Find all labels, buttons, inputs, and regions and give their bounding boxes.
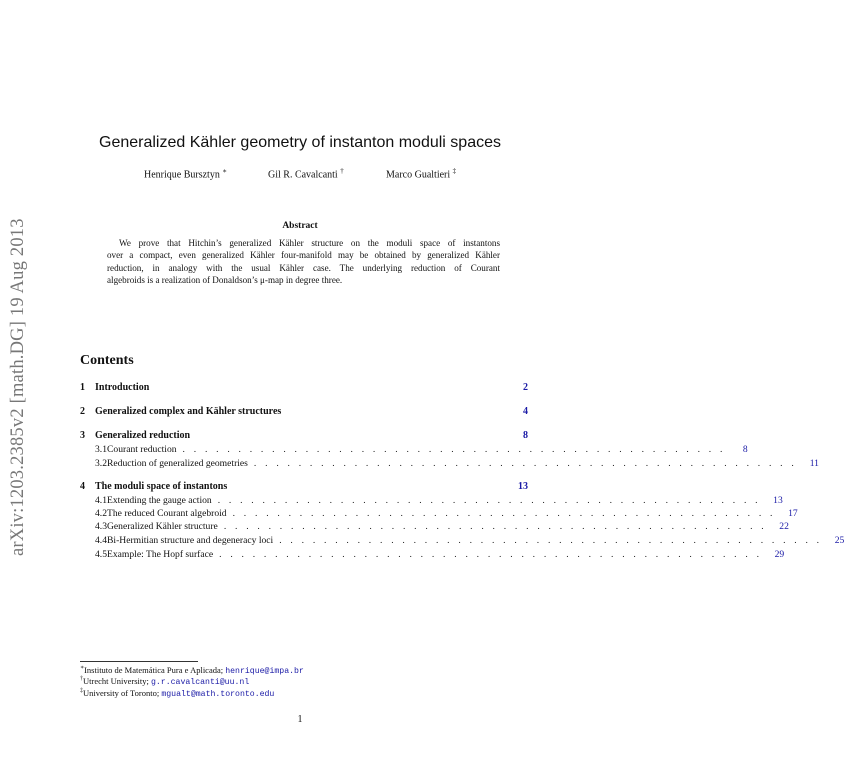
- toc-entry-4[interactable]: [80, 481, 528, 495]
- author-2: [268, 167, 344, 180]
- toc-number: 4: [80, 481, 85, 492]
- toc-number: 4.1: [95, 495, 107, 506]
- author-mark: ∗: [222, 167, 228, 175]
- toc-page-link[interactable]: 8: [523, 430, 528, 441]
- author-mark: ‡: [452, 167, 457, 175]
- footnote-mark: †: [80, 676, 83, 683]
- author-mark: †: [340, 167, 344, 175]
- author-name: Marco Gualtieri: [386, 169, 451, 181]
- author-1: [144, 167, 227, 180]
- toc-title: Bi-Hermitian structure and degeneracy loci: [107, 535, 274, 546]
- toc-entry-4-2[interactable]: [80, 508, 798, 522]
- toc-entry-4-4[interactable]: [80, 535, 844, 549]
- toc-dot-leader: . . . . . . . . . . . . . . . . . . . . . . . . . . . . . . . . . . . . . . . . . . . . . . . . .: [279, 535, 823, 546]
- toc-page-link[interactable]: 25: [834, 535, 844, 546]
- footnote-email-link[interactable]: mgualt@math.toronto.edu: [161, 690, 275, 699]
- toc-page-link[interactable]: 13: [773, 495, 783, 506]
- toc-dot-leader: . . . . . . . . . . . . . . . . . . . . . . . . . . . . . . . . . . . . . . . . . . . . . . . . .: [232, 508, 776, 519]
- toc-number: 3.1: [95, 444, 107, 455]
- author-name: Gil R. Cavalcanti: [268, 169, 338, 181]
- contents-heading: Contents: [80, 353, 134, 368]
- toc-page-link[interactable]: 2: [523, 382, 528, 393]
- toc-page-link[interactable]: 13: [518, 481, 528, 492]
- toc-entry-1[interactable]: [80, 382, 528, 396]
- toc-page-link[interactable]: 11: [809, 458, 819, 469]
- toc-entry-4-3[interactable]: [80, 521, 789, 535]
- footnote-text: Instituto de Matemática Pura e Aplicada;: [84, 664, 226, 675]
- toc-page-link[interactable]: 22: [779, 521, 789, 532]
- abstract-line: algebroids is a realization of Donaldson’s μ-map in degree three.: [107, 275, 343, 286]
- toc-number: 3.2: [95, 458, 107, 469]
- toc-dot-leader: . . . . . . . . . . . . . . . . . . . . . . . . . . . . . . . . . . . . . . . . . . . . . . . . .: [182, 444, 726, 455]
- footnote-text: Utrecht University;: [83, 676, 151, 686]
- toc-title: Generalized complex and Kähler structures: [95, 406, 282, 417]
- footnote-email-link[interactable]: henrique@impa.br: [225, 666, 304, 676]
- toc-dot-leader: . . . . . . . . . . . . . . . . . . . . . . . . . . . . . . . . . . . . . . . . . . . . . . . . .: [253, 458, 797, 469]
- abstract-heading: Abstract: [282, 221, 318, 231]
- toc-number: 2: [80, 406, 85, 417]
- toc-dot-leader: . . . . . . . . . . . . . . . . . . . . . . . . . . . . . . . . . . . . . . . . . . . . . . . . .: [219, 549, 763, 560]
- footnote-mark: ∗: [80, 665, 85, 671]
- arxiv-stamp: arXiv:1203.2385v2 [math.DG] 19 Aug 2013: [8, 218, 28, 556]
- footnote-2: [80, 676, 249, 687]
- toc-dot-leader: . . . . . . . . . . . . . . . . . . . . . . . . . . . . . . . . . . . . . . . . . . . . . . . . .: [223, 521, 767, 532]
- toc-title: The moduli space of instantons: [95, 481, 228, 492]
- toc-number: 4.4: [95, 535, 107, 546]
- toc-title: Generalized Kähler structure: [107, 521, 218, 532]
- toc-entry-3[interactable]: [80, 430, 528, 444]
- toc-entry-3-2[interactable]: [80, 458, 819, 472]
- footnote-mark: ‡: [80, 688, 83, 695]
- toc-number: 1: [80, 382, 85, 393]
- page-number: 1: [297, 714, 303, 725]
- toc-entry-4-5[interactable]: [80, 549, 785, 563]
- toc-page-link[interactable]: 17: [788, 508, 798, 519]
- author-name: Henrique Bursztyn: [144, 169, 220, 181]
- toc-number: 4.5: [95, 549, 107, 560]
- toc-page-link[interactable]: 8: [742, 444, 748, 455]
- toc-page-link[interactable]: 4: [523, 406, 528, 417]
- toc-title: Introduction: [95, 382, 150, 393]
- abstract-line: over a compact, even generalized Kähler four-manifold may be obtained by generalized Kähler: [107, 250, 500, 261]
- toc-number: 4.2: [95, 508, 107, 519]
- toc-dot-leader: . . . . . . . . . . . . . . . . . . . . . . . . . . . . . . . . . . . . . . . . . . . . . . . . .: [217, 495, 761, 506]
- toc-title: Generalized reduction: [95, 430, 191, 441]
- abstract-line: We prove that Hitchin’s generalized Kähler structure on the moduli space of instantons: [119, 238, 500, 248]
- toc-page-link[interactable]: 29: [774, 549, 785, 560]
- toc-entry-3-1[interactable]: [80, 444, 748, 458]
- footnote-1: [80, 664, 304, 676]
- toc-entry-4-1[interactable]: [80, 495, 783, 509]
- toc-title: Example: The Hopf surface: [107, 549, 214, 560]
- footnote-rule: [80, 661, 198, 662]
- toc-title: Reduction of generalized geometries: [107, 458, 248, 469]
- footnote-email-link[interactable]: g.r.cavalcanti@uu.nl: [150, 678, 250, 687]
- footnote-3: [80, 688, 274, 699]
- footnote-text: University of Toronto;: [83, 688, 162, 698]
- toc-number: 3: [80, 430, 85, 441]
- author-3: [386, 167, 456, 180]
- toc-entry-2[interactable]: [80, 406, 528, 420]
- paper-title: Generalized Kähler geometry of instanton moduli spaces: [99, 134, 501, 151]
- toc-title: Courant reduction: [107, 444, 177, 455]
- toc-title: The reduced Courant algebroid: [107, 508, 227, 519]
- abstract-line: reduction, in analogy with the usual Kähler case. The underlying reduction of Courant: [107, 262, 500, 273]
- toc-title: Extending the gauge action: [107, 495, 212, 506]
- abstract-body: [107, 237, 500, 287]
- toc-number: 4.3: [95, 521, 107, 532]
